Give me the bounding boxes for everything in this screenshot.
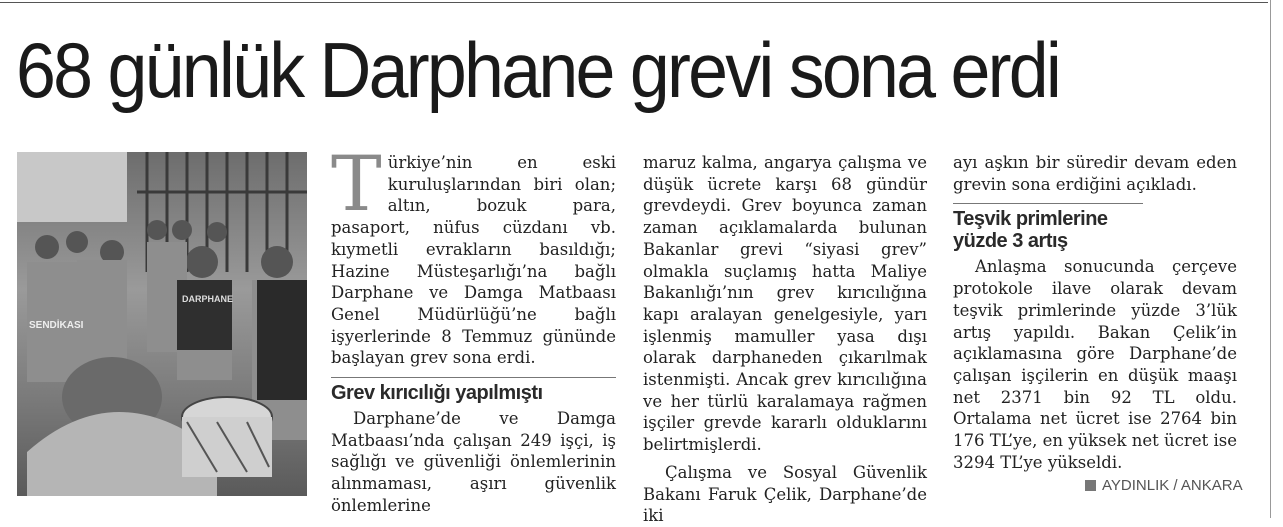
paragraph: Darphane’de ve Damga Matbaası’nda çalışan 249 işçi, iş sağlığı ve güvenliği önlemlerinin alınmaması, aşırı güvenlik önlemlerine	[331, 409, 616, 515]
paragraph: ayı aşkın bir süredir devam eden grevin sona erdiğini açıkladı.	[953, 153, 1237, 194]
paragraph: Anlaşma sonucunda çerçeve protokole ilave olarak devam teşvik primlerinde yüzde 3’lük artış yapıldı. Bakan Çelik’in açıklamasına göre Darphane’de çalışan işçilerin en düşük maaşı net 2371 bin 92 TL oldu. Ortalama net ücret ise 2764 bin 176 TL’ye, en yüksek net ücret ise 3294 TL’ye yükseldi.	[953, 257, 1237, 472]
sign-text: SENDİKASI	[29, 320, 84, 331]
byline-credit	[1085, 477, 1243, 494]
shirt-text: DARPHANE	[182, 294, 234, 304]
intro-text: ürkiye’nin en eski kuruluşlarından biri olan; altın, bozuk para, pasaport, nüfus cüzdanı vb. kıymetli evrakların basıldığı; Hazine Müsteşarlığı’na bağlı Darphane ve Damga Matbaası Genel Müdürlüğü’ne bağlı işyerlerinde 8 Temmuz gününde başlayan grev sona erdi.	[331, 153, 616, 368]
square-bullet-icon	[1085, 480, 1096, 491]
column-2	[643, 152, 927, 527]
subhead-tesvik-primleri: Teşvik primlerine yüzde 3 artış	[953, 203, 1143, 252]
intro-paragraph	[331, 139, 616, 369]
credit-text: AYDINLIK / ANKARA	[1102, 477, 1243, 494]
column-1	[331, 139, 616, 517]
paragraph: maruz kalma, angarya çalışma ve düşük ücrete karşı 68 gündür grevdeydi. Grev boyunca zaman zaman açıklamalarda bulunan Bakanlar grevi “siyasi grev” olmakla suçlamış hatta Maliye Bakanlığı’nın grev kırıcılığına kapı aralayan genelgesiyle, yarı işlenmiş mamuller yasa dışı olarak darphaneden çıkarılmak istenmişti. Ancak grev kırıcılığına ve her türlü karalamaya rağmen işçiler grevde kararlı olduklarını belirtmişlerdi.	[643, 153, 927, 455]
drop-cap: T	[331, 139, 382, 228]
headline: 68 günlük Darphane grevi sona erdi	[16, 26, 1060, 114]
subhead-grev-kiriciligi: Grev kırıcılığı yapılmıştı	[331, 377, 616, 404]
news-photo	[17, 152, 307, 496]
paragraph: Çalışma ve Sosyal Güvenlik Bakanı Faruk Çelik, Darphane’de iki	[643, 462, 927, 526]
column-3	[953, 152, 1237, 473]
top-rule	[0, 2, 1268, 3]
right-rule	[1270, 0, 1271, 518]
strike-crowd-photo	[17, 152, 307, 496]
